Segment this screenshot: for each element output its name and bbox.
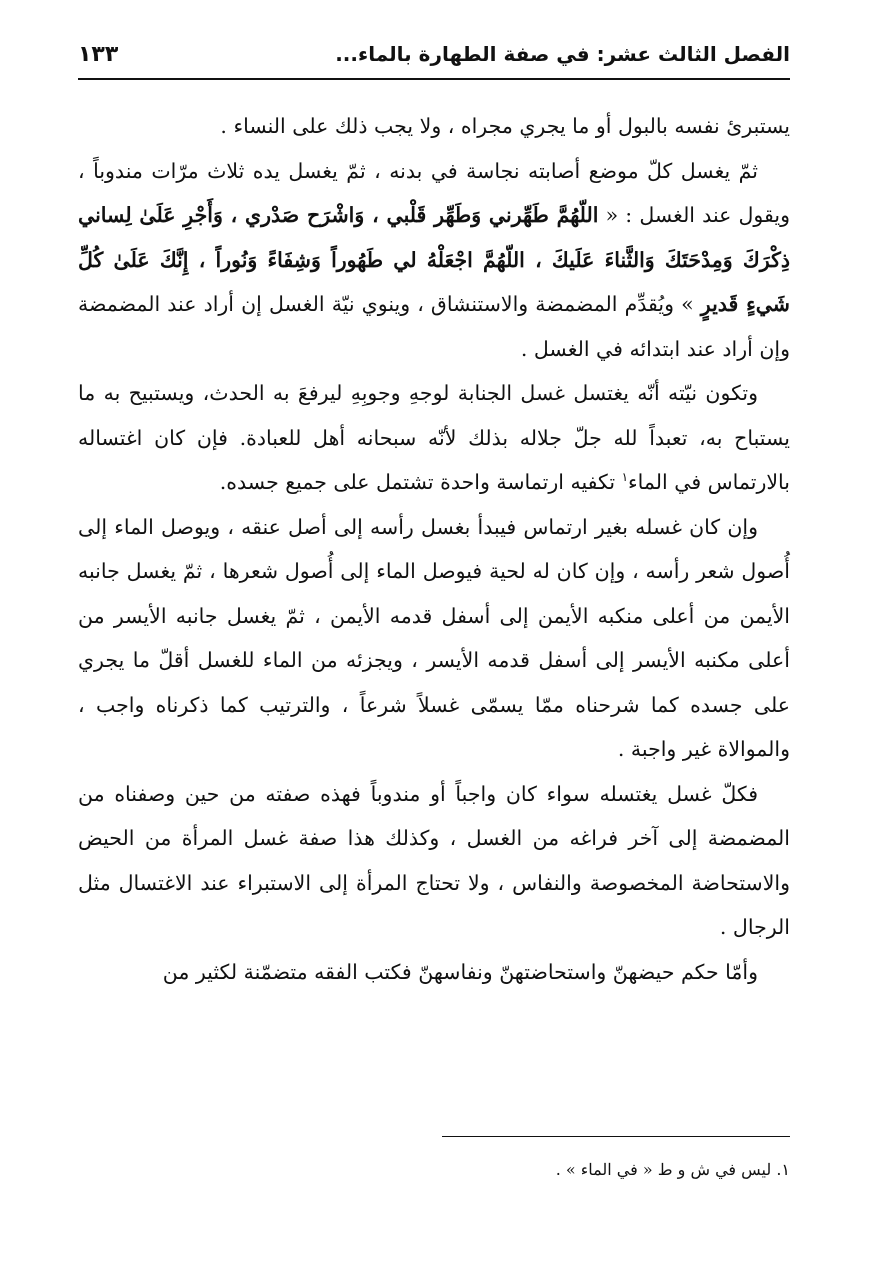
running-header	[78, 34, 790, 74]
paragraph-1	[78, 104, 790, 149]
paragraph-text: وأمّا حكم حيضهنّ واستحاضتهنّ ونفاسهنّ فكتب الفقه متضمّنة لكثير من	[162, 959, 758, 984]
paragraph-3	[78, 371, 790, 505]
paragraph-2	[78, 149, 790, 372]
chapter-title: الفصل الثالث عشر: في صفة الطهارة بالماء...	[335, 42, 790, 66]
paragraph-text: تكفيه ارتماسة واحدة تشتمل على جميع جسده.	[219, 470, 622, 494]
paragraph-5	[78, 772, 790, 950]
footnote: ١. ليس في ش و ط « في الماء » .	[555, 1160, 790, 1179]
header-divider	[78, 78, 790, 80]
page-number: ١٣٣	[78, 41, 119, 67]
paragraph-text: فكلّ غسل يغتسله سواء كان واجباً أو مندوباً فهذه صفته من حين وصفناه من المضمضة إلى آخر فراغه من الغسل ، وكذلك هذا صفة غسل المرأة من الحيض والاستحاضة المخصوصة والنفاس ، ولا تحتاج المرأة إلى الاستبراء عند الاغتسال مثل الرجال .	[78, 781, 790, 939]
paragraph-text: وتكون نيّته أنّه يغتسل غسل الجنابة لوجهِ وجوبِهِ ليرفعَ به الحدث، ويستبيح به ما يستباح به، تعبداً لله جلّ جلاله بذلك لأنّه سبحانه أهل للعبادة. فإن كان اغتساله بالارتماس في الماء	[78, 381, 790, 494]
paragraph-text: » ويُقدِّم المضمضة والاستنشاق ، وينوي نيّة الغسل إن أراد عند المضمضة وإن أراد عند ابتدائه في الغسل .	[78, 292, 790, 361]
paragraph-text: وإن كان غسله بغير ارتماس فيبدأ بغسل رأسه إلى أصل عنقه ، ويوصل الماء إلى أُصول شعر رأسه ، وإن كان له لحية فيوصل الماء إلى أُصول شعرها ، ثمّ يغسل جانبه الأيمن من أعلى منكبه الأيمن إلى أسفل قدمه الأيمن ، ثمّ يغسل جانبه الأيسر من أعلى مكنبه الأيسر إلى أسفل قدمه الأيسر ، ويجزئه من الماء للغسل أقلّ ما يجري على جسده كما شرحناه ممّا يسمّى غسلاً شرعاً ، والترتيب كما ذكرناه واجب ، والموالاة غير واجبة .	[78, 514, 790, 761]
footnote-divider	[442, 1136, 790, 1137]
footnote-reference[interactable]: ١	[621, 470, 629, 485]
supplication-quote: اللّهُمَّ طَهِّرني وَطَهِّر قَلْبي ، وَاشْرَح صَدْري ، وَأَجْرِ عَلَىٰ لِساني ذِكْرَكَ وَمِدْحَتَكَ وَالثَّناءَ عَلَيكَ ، اللّهُمَّ اجْعَلْهُ لي طَهُوراً وَشِفَاءً وَنُوراً ، إِنَّكَ عَلَىٰ كُلِّ شَيءٍ قَديرٍ	[78, 203, 790, 316]
body-text	[78, 104, 790, 994]
paragraph-6	[78, 950, 790, 995]
paragraph-text: ثمّ يغسل كلّ موضع أصابته نجاسة في بدنه ، ثمّ يغسل يده ثلاث مرّات مندوباً ، ويقول عند الغسل : «	[78, 158, 790, 227]
paragraph-4	[78, 505, 790, 772]
paragraph-text: يستبرئ نفسه بالبول أو ما يجري مجراه ، ولا يجب ذلك على النساء .	[220, 114, 790, 138]
